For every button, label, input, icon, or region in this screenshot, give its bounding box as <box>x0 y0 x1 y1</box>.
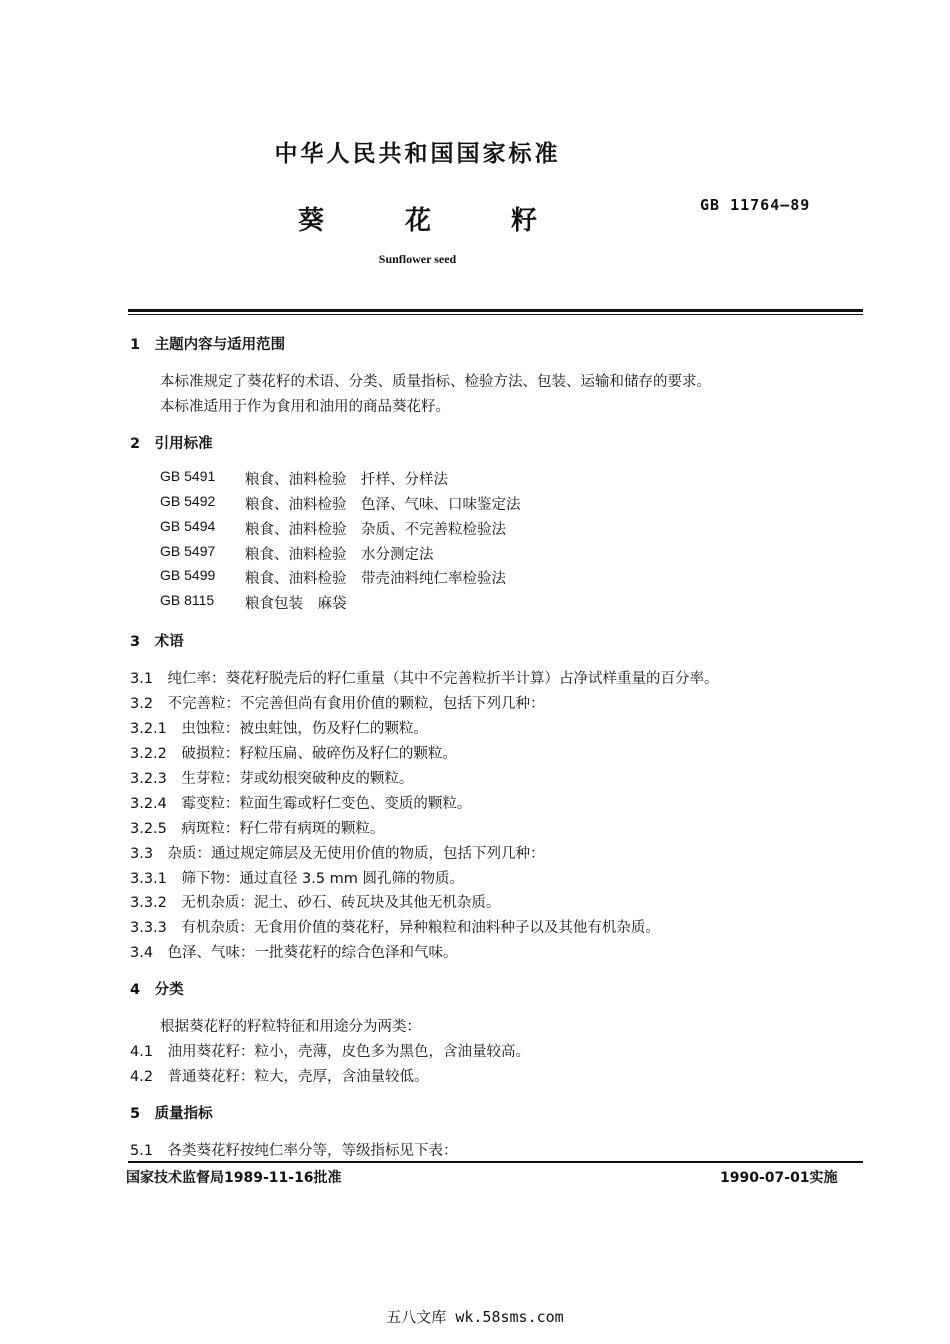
clause: 3.3 杂质：通过规定筛层及无使用价值的物质，包括下列几种： <box>130 846 545 862</box>
header-rule-thin <box>128 314 863 315</box>
clause: 3.2.3 生芽粒：芽或幼根突破种皮的颗粒。 <box>130 771 414 787</box>
reference-title: 粮食、油料检验 扦样、分样法 <box>245 472 448 488</box>
reference-title: 粮食、油料检验 水分测定法 <box>245 547 434 563</box>
clause: 3.3.2 无机杂质：泥土、砂石、砖瓦块及其他无机杂质。 <box>130 895 501 911</box>
reference-title: 粮食、油料检验 色泽、气味、口味鉴定法 <box>245 497 521 513</box>
standard-number: GB 11764—89 <box>700 196 811 214</box>
clause: 3.3.3 有机杂质：无食用价值的葵花籽，异种粮粒和油料种子以及其他有机杂质。 <box>130 920 660 936</box>
english-title: Sunflower seed <box>378 252 457 266</box>
document-title-char: 籽 <box>511 206 538 236</box>
document-title-char: 花 <box>405 206 432 236</box>
clause: 5.1 各类葵花籽按纯仁率分等，等级指标见下表： <box>130 1143 458 1159</box>
clause: 3.2.1 虫蚀粒：被虫蛀蚀，伤及籽仁的颗粒。 <box>130 721 428 737</box>
header-rule <box>128 309 863 312</box>
approval-date: 国家技术监督局1989-11-16批准 <box>126 1170 342 1186</box>
section-heading: 4 分类 <box>130 982 184 998</box>
reference-code: GB 5497 <box>160 543 216 559</box>
reference-code: GB 5491 <box>160 468 216 484</box>
footer-rule <box>128 1161 863 1163</box>
clause: 3.4 色泽、气味：一批葵花籽的综合色泽和气味。 <box>130 945 458 961</box>
clause: 3.2 不完善粒：不完善但尚有食用价值的颗粒，包括下列几种： <box>130 696 545 712</box>
section-heading: 3 术语 <box>130 634 184 650</box>
clause: 3.2.2 破损粒：籽粒压扁、破碎伤及籽仁的颗粒。 <box>130 746 457 762</box>
implementation-date: 1990-07-01实施 <box>720 1170 838 1186</box>
paragraph: 根据葵花籽的籽粒特征和用途分为两类： <box>160 1019 421 1035</box>
reference-code: GB 8115 <box>160 592 215 608</box>
clause: 3.3.1 筛下物：通过直径 3.5 mm 圆孔筛的物质。 <box>130 871 465 887</box>
reference-code: GB 5492 <box>160 493 216 509</box>
reference-title: 粮食、油料检验 带壳油料纯仁率检验法 <box>245 571 506 587</box>
clause: 4.1 油用葵花籽：粒小，壳薄，皮色多为黑色，含油量较高。 <box>130 1044 531 1060</box>
clause: 3.2.5 病斑粒：籽仁带有病斑的颗粒。 <box>130 821 385 837</box>
section-heading: 5 质量指标 <box>130 1106 213 1122</box>
reference-title: 粮食包装 麻袋 <box>245 596 347 612</box>
reference-code: GB 5499 <box>160 567 216 583</box>
paragraph: 本标准适用于作为食用和油用的商品葵花籽。 <box>160 399 450 415</box>
site-watermark: 五八文库 wk.58sms.com <box>386 1308 564 1326</box>
clause: 3.1 纯仁率：葵花籽脱壳后的籽仁重量（其中不完善粒折半计算）占净试样重量的百分率。 <box>130 671 719 687</box>
clause: 3.2.4 霉变粒：粒面生霉或籽仁变色、变质的颗粒。 <box>130 796 472 812</box>
section-heading: 1 主题内容与适用范围 <box>130 337 286 353</box>
reference-code: GB 5494 <box>160 518 216 534</box>
paragraph: 本标准规定了葵花籽的术语、分类、质量指标、检验方法、包装、运输和储存的要求。 <box>160 374 711 390</box>
reference-title: 粮食、油料检验 杂质、不完善粒检验法 <box>245 522 506 538</box>
issuing-authority: 中华人民共和国国家标准 <box>274 141 561 167</box>
document-title-char: 葵 <box>298 206 325 236</box>
clause: 4.2 普通葵花籽：粒大，壳厚，含油量较低。 <box>130 1069 429 1085</box>
section-heading: 2 引用标准 <box>130 436 213 452</box>
